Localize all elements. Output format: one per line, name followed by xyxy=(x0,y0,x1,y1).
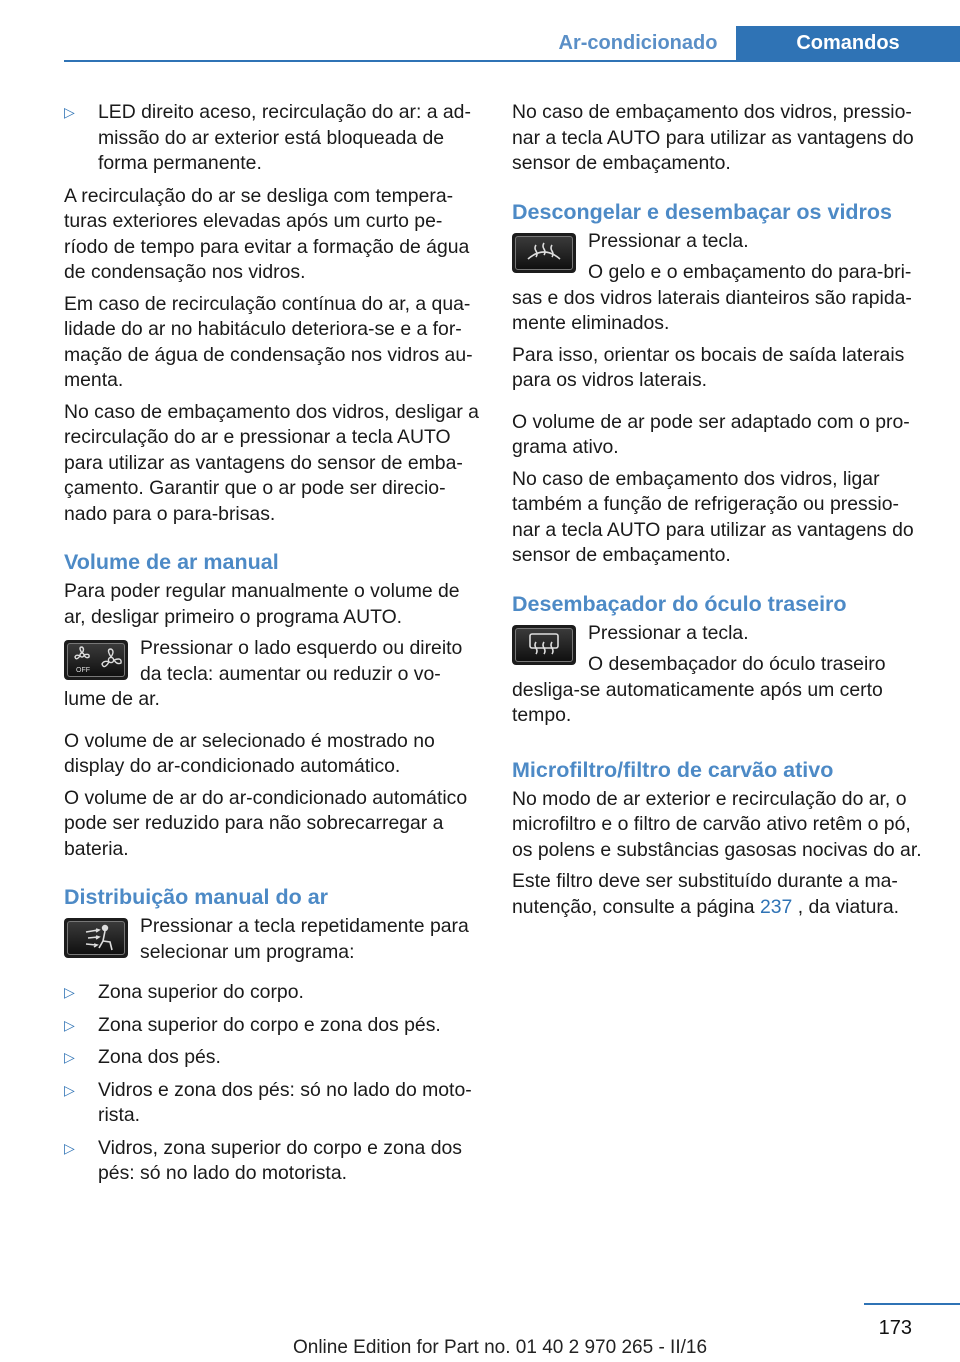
list-item xyxy=(64,100,480,177)
paragraph: O volume de ar pode ser adaptado com o pro-grama ativo. xyxy=(512,410,910,458)
list-item xyxy=(64,1078,480,1129)
paragraph: A recirculação do ar se desliga com tempera-turas exteriores elevadas após um curto pe-ríodo de tempo para evitar a formação de água de condensação nos vidros. xyxy=(64,184,470,283)
list-item-text: Zona dos pés. xyxy=(98,1046,221,1068)
paragraph: No caso de embaçamento dos vidros, ligar também a função de refrigeração ou pressio-nar a tecla AUTO para utilizar as vantagens do sensor de embaçamento. xyxy=(512,467,914,566)
air-distribution-button-icon xyxy=(64,918,128,958)
paragraph: No modo de ar exterior e recirculação do ar, o microfiltro e o filtro de carvão ativo retêm o pó, os polens e substâncias gasosas nocivas do ar. xyxy=(512,787,922,861)
triangle-bullet-icon: ▷ xyxy=(64,1016,75,1033)
list-item xyxy=(64,1136,480,1187)
paragraph: O desembaçador do óculo traseiro desliga-se automaticamente após um certo tempo. xyxy=(512,653,886,726)
list-item-text: Zona superior do corpo. xyxy=(98,981,304,1003)
icon-paragraph xyxy=(64,914,480,966)
paragraph xyxy=(512,869,924,920)
page-header xyxy=(0,0,960,62)
right-column xyxy=(512,100,924,926)
list-item xyxy=(64,1013,480,1039)
paragraph: O gelo e o embaçamento do para-bri-sas e dos vidros laterais dianteiros são rapida-mente eliminados. xyxy=(512,261,912,334)
icon-paragraph xyxy=(512,229,924,337)
list-item-text: LED direito aceso, recirculação do ar: a ad-missão do ar exterior está bloqueada de forma permanente. xyxy=(98,101,471,174)
triangle-bullet-icon: ▷ xyxy=(64,1139,75,1156)
heading-filter: Microfiltro/filtro de carvão ativo xyxy=(512,757,834,782)
paragraph: Pressionar a tecla. xyxy=(588,229,749,252)
heading-defrost: Descongelar e desembaçar os vidros xyxy=(512,199,893,224)
windshield-defrost-button-icon xyxy=(512,233,576,273)
chapter-tab: Comandos xyxy=(736,26,960,60)
triangle-bullet-icon: ▷ xyxy=(64,104,75,120)
fan-button-label: OFF xyxy=(76,667,90,674)
paragraph: No caso de embaçamento dos vidros, desligar a recirculação do ar e pressionar a tecla AUTO para utilizar as vantagens do sensor de emba-çamento. Garantir que o ar pode ser direcio-nado para o para-brisas. xyxy=(64,400,479,525)
paragraph: Para isso, orientar os bocais de saída laterais para os vidros laterais. xyxy=(512,343,905,391)
icon-paragraph xyxy=(512,621,924,729)
icon-paragraph xyxy=(64,636,480,713)
heading-volume: Volume de ar manual xyxy=(64,550,279,574)
paragraph: Pressionar a tecla repetidamente para selecionar um programa: xyxy=(140,915,469,963)
triangle-bullet-icon: ▷ xyxy=(64,1049,75,1065)
paragraph-text: Este filtro deve ser substituído durante a ma-nutenção, consulte a página xyxy=(512,870,898,918)
edition-note: Online Edition for Part no. 01 40 2 970 265 - II/16 xyxy=(292,1337,708,1358)
paragraph: No caso de embaçamento dos vidros, pressio-nar a tecla AUTO para utilizar as vantagens do sensor de embaçamento. xyxy=(512,101,914,174)
list-item xyxy=(64,1045,480,1071)
heading-distribution: Distribuição manual do ar xyxy=(64,885,329,909)
triangle-bullet-icon: ▷ xyxy=(64,984,75,1000)
list-item-text: Vidros, zona superior do corpo e zona dos pés: só no lado do motorista. xyxy=(98,1136,462,1184)
header-rule xyxy=(64,60,960,62)
list-item-text: Vidros e zona dos pés: só no lado do moto-rista. xyxy=(98,1078,472,1126)
paragraph: Pressionar o lado esquerdo ou direito da tecla: aumentar ou reduzir o vo-lume de ar. xyxy=(64,637,463,710)
section-title: Ar-condicionado xyxy=(558,32,718,54)
list-item-text: Zona superior do corpo e zona dos pés. xyxy=(98,1013,441,1036)
left-column xyxy=(64,100,480,1194)
page-reference-link[interactable]: 237 xyxy=(759,895,793,918)
paragraph: O volume de ar do ar-condicionado automático pode ser reduzido para não sobrecarregar a bateria. xyxy=(64,786,468,860)
paragraph: Para poder regular manualmente o volume de ar, desligar primeiro o programa AUTO. xyxy=(64,580,460,628)
paragraph: O volume de ar selecionado é mostrado no display do ar-condicionado automático. xyxy=(64,729,435,777)
paragraph: Em caso de recirculação contínua do ar, a qua-lidade do ar no habitáculo deteriora-se e a for-mação de água de condensação nos vidros au-menta. xyxy=(64,292,473,391)
paragraph: Pressionar a tecla. xyxy=(588,621,749,644)
heading-rear-defroster: Desembaçador do óculo traseiro xyxy=(512,591,847,616)
triangle-bullet-icon: ▷ xyxy=(64,1081,75,1098)
page-number: 173 xyxy=(878,1317,912,1339)
rear-window-defrost-button-icon xyxy=(512,625,576,665)
footer-rule xyxy=(864,1303,960,1305)
list-item xyxy=(64,980,480,1006)
paragraph-text: , da viatura. xyxy=(792,895,900,918)
fan-button-icon xyxy=(64,640,128,680)
